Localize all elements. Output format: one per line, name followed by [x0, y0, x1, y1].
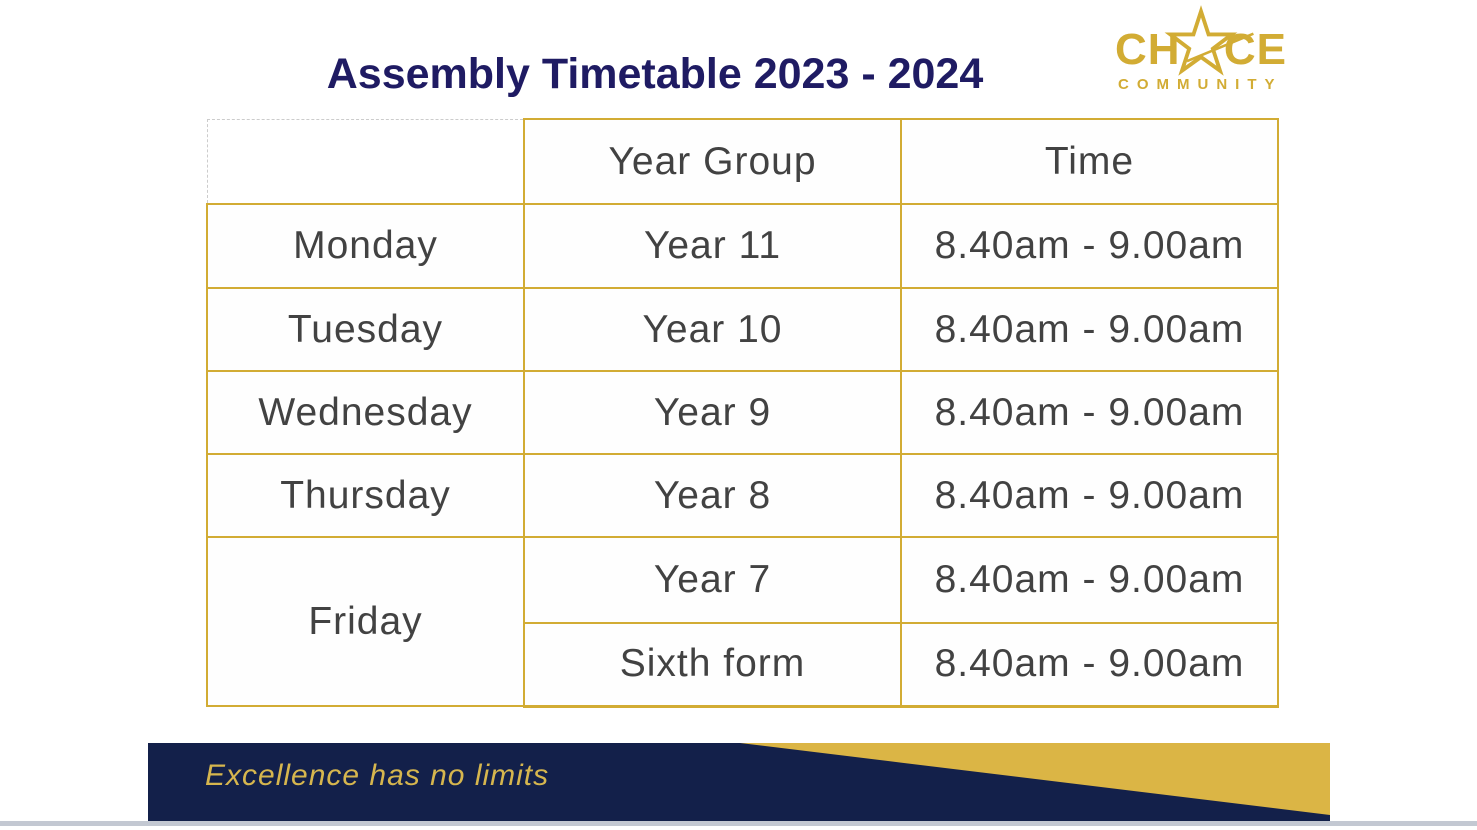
table-row — [207, 288, 1278, 371]
cell-time: 8.40am - 9.00am — [901, 537, 1278, 623]
cell-time: 8.40am - 9.00am — [901, 454, 1278, 537]
table-row — [207, 537, 1278, 623]
logo-text-left: CH — [1115, 25, 1181, 74]
header-time: Time — [901, 119, 1278, 204]
logo-subtext: COMMUNITY — [1118, 76, 1283, 93]
footer-banner — [148, 743, 1330, 822]
cell-year-group: Year 9 — [524, 371, 901, 454]
header-year-group: Year Group — [524, 119, 901, 204]
table-row — [207, 371, 1278, 454]
cell-year-group: Sixth form — [524, 623, 901, 706]
cell-time: 8.40am - 9.00am — [901, 371, 1278, 454]
table-row — [207, 454, 1278, 537]
bottom-edge-line — [0, 821, 1477, 826]
chace-community-logo — [1112, 10, 1290, 93]
logo-wordmark — [1112, 10, 1290, 72]
cell-day: Tuesday — [207, 288, 524, 371]
header-blank-cell — [207, 119, 524, 204]
cell-year-group: Year 10 — [524, 288, 901, 371]
cell-day: Wednesday — [207, 371, 524, 454]
cell-day: Thursday — [207, 454, 524, 537]
cell-time: 8.40am - 9.00am — [901, 288, 1278, 371]
school-motto: Excellence has no limits — [205, 758, 550, 792]
logo-text-right: CE — [1223, 25, 1287, 74]
cell-day-friday: Friday — [207, 537, 524, 706]
cell-year-group: Year 7 — [524, 537, 901, 623]
assembly-timetable — [206, 118, 1279, 708]
cell-time: 8.40am - 9.00am — [901, 204, 1278, 288]
cell-year-group: Year 8 — [524, 454, 901, 537]
cell-time: 8.40am - 9.00am — [901, 623, 1278, 706]
page-title: Assembly Timetable 2023 - 2024 — [326, 50, 984, 98]
cell-day: Monday — [207, 204, 524, 288]
star-icon — [1165, 10, 1237, 72]
table-header-row — [207, 119, 1278, 204]
cell-year-group: Year 11 — [524, 204, 901, 288]
table-row — [207, 204, 1278, 288]
